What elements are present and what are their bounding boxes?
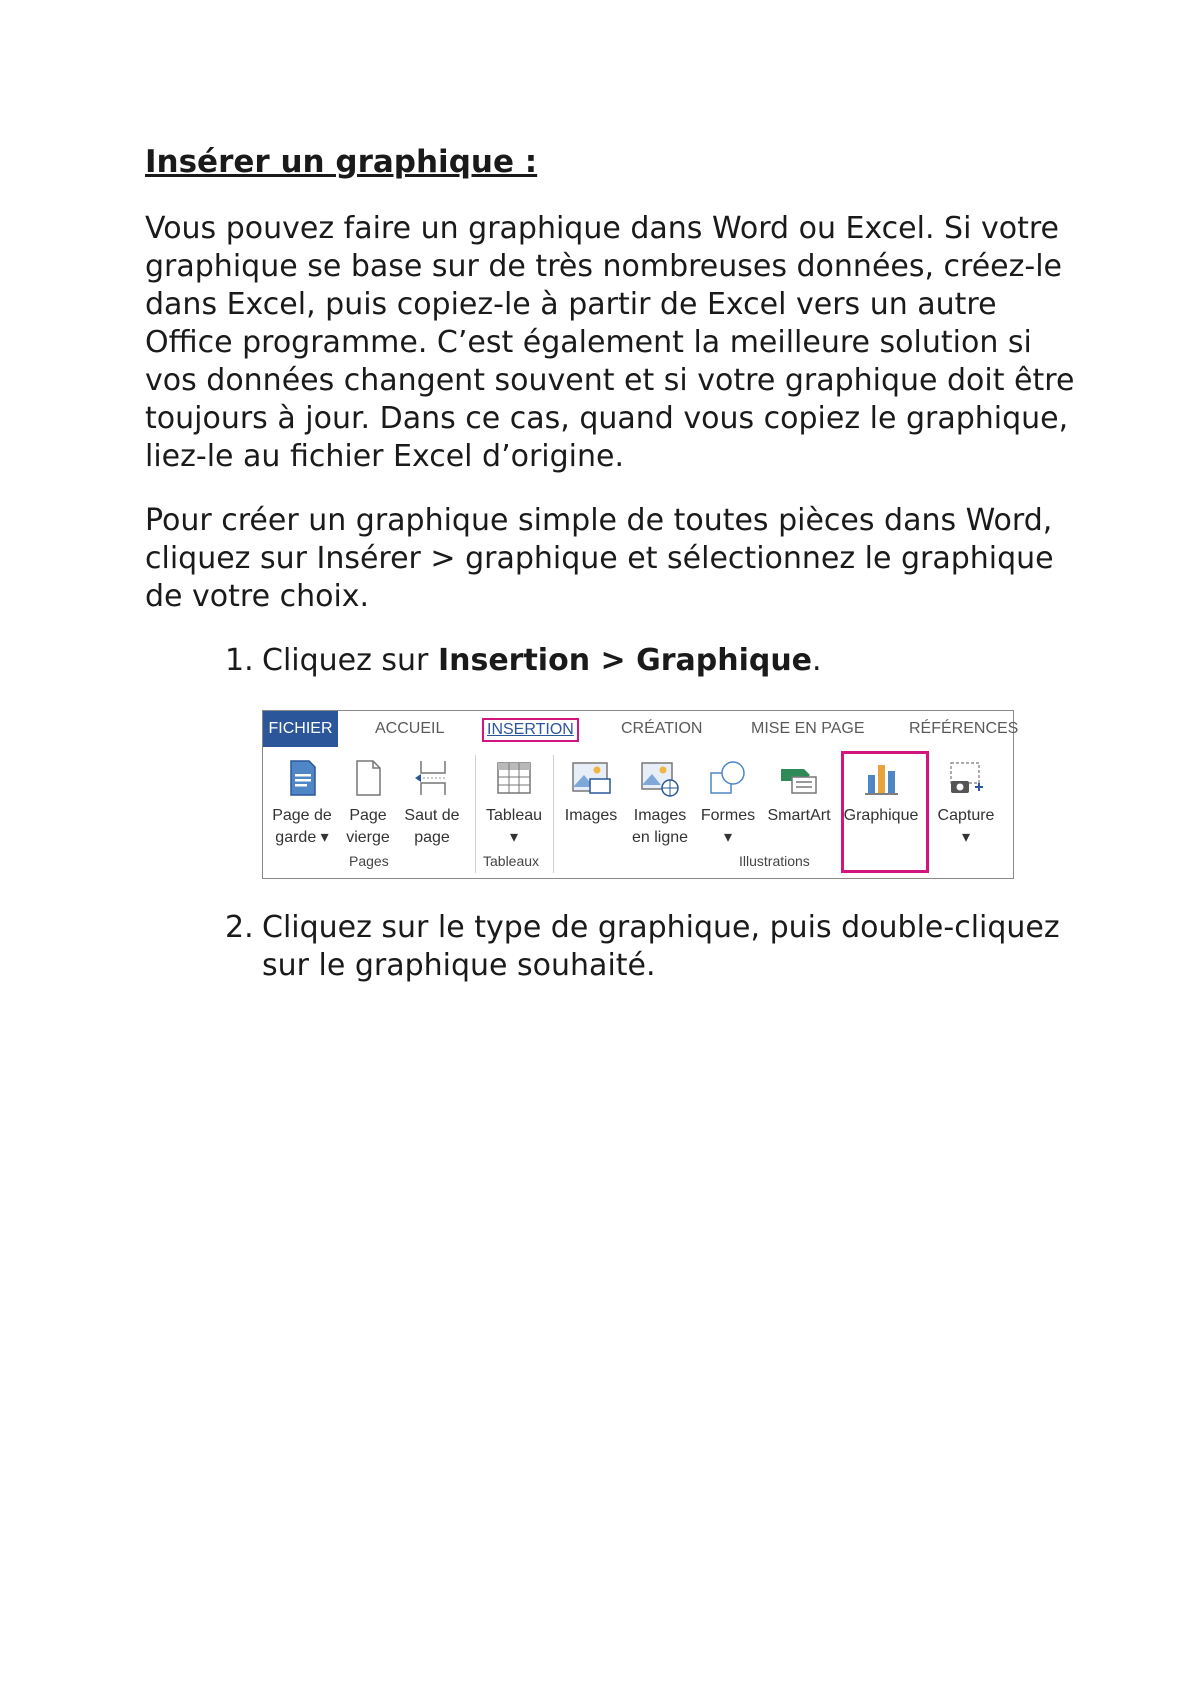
ribbon-tab-bar: [263, 711, 1019, 747]
ribbon-screenshot: [262, 710, 1019, 879]
online-pictures-icon: [639, 757, 681, 799]
shapes-icon: [707, 757, 749, 799]
group-separator: [553, 755, 554, 873]
group-separator: [475, 755, 476, 873]
tab-insertion[interactable]: INSERTION: [482, 718, 579, 742]
images-en-ligne-button[interactable]: Images en ligne: [627, 757, 693, 849]
page-break-icon: [411, 757, 453, 799]
tableau-button[interactable]: Tableau ▾: [481, 757, 547, 849]
group-label-pages: Pages: [349, 853, 389, 869]
table-icon: [493, 757, 535, 799]
tab-fichier[interactable]: FICHIER: [263, 711, 338, 747]
step-item: [145, 642, 1075, 680]
page-title: Insérer un graphique :: [145, 144, 538, 180]
cover-page-icon: [281, 757, 323, 799]
paragraph-instructions: Pour créer un graphique simple de toutes pièces dans Word, cliquez sur Insérer > graphique et sélectionnez le graphique de votre choix.: [145, 503, 1054, 614]
step-text-suffix: .: [812, 643, 822, 678]
graphique-highlight: [841, 751, 929, 873]
steps-list: [145, 642, 1075, 680]
smartart-icon: [778, 757, 820, 799]
tab-accueil[interactable]: ACCUEIL: [375, 720, 445, 737]
smartart-button[interactable]: SmartArt: [763, 757, 835, 827]
pictures-icon: [570, 757, 612, 799]
step-item: [145, 909, 1075, 985]
step-number: 1.: [225, 643, 254, 678]
tab-creation[interactable]: CRÉATION: [621, 720, 703, 737]
group-label-tableaux: Tableaux: [483, 853, 540, 869]
step-text-prefix: Cliquez sur: [262, 643, 438, 678]
tab-mise-en-page[interactable]: MISE EN PAGE: [751, 720, 865, 737]
formes-button[interactable]: Formes ▾: [697, 757, 759, 849]
page-vierge-button[interactable]: Page vierge: [343, 757, 393, 849]
step-number: 2.: [225, 910, 254, 945]
images-button[interactable]: Images: [559, 757, 623, 827]
blank-page-icon: [347, 757, 389, 799]
group-label-illustrations: Illustrations: [739, 853, 810, 869]
step-text-bold: Insertion > Graphique: [437, 643, 813, 678]
document-page: [145, 140, 1075, 985]
step-text: Cliquez sur le type de graphique, puis double-cliquez sur le graphique souhaité.: [262, 910, 1060, 983]
paragraph-intro: Vous pouvez faire un graphique dans Word ou Excel. Si votre graphique se base sur de très nombreuses données, créez-le dans Excel, puis copiez-le à partir de Excel vers un autre Office programme. C’est également la meilleure solution si vos données changent souvent et si votre graphique doit être toujours à jour. Dans ce cas, quand vous copiez le graphique, liez-le au fichier Excel d’origine.: [145, 211, 1075, 474]
capture-button[interactable]: Capture ▾: [931, 757, 1001, 849]
steps-list-continued: [145, 909, 1075, 985]
tab-references[interactable]: RÉFÉRENCES: [909, 720, 1019, 737]
screenshot-icon: [945, 757, 987, 799]
saut-de-page-button[interactable]: Saut de page: [399, 757, 465, 849]
graphique-button[interactable]: Graphique: [839, 757, 923, 827]
page-de-garde-button[interactable]: Page de garde ▾: [269, 757, 335, 849]
